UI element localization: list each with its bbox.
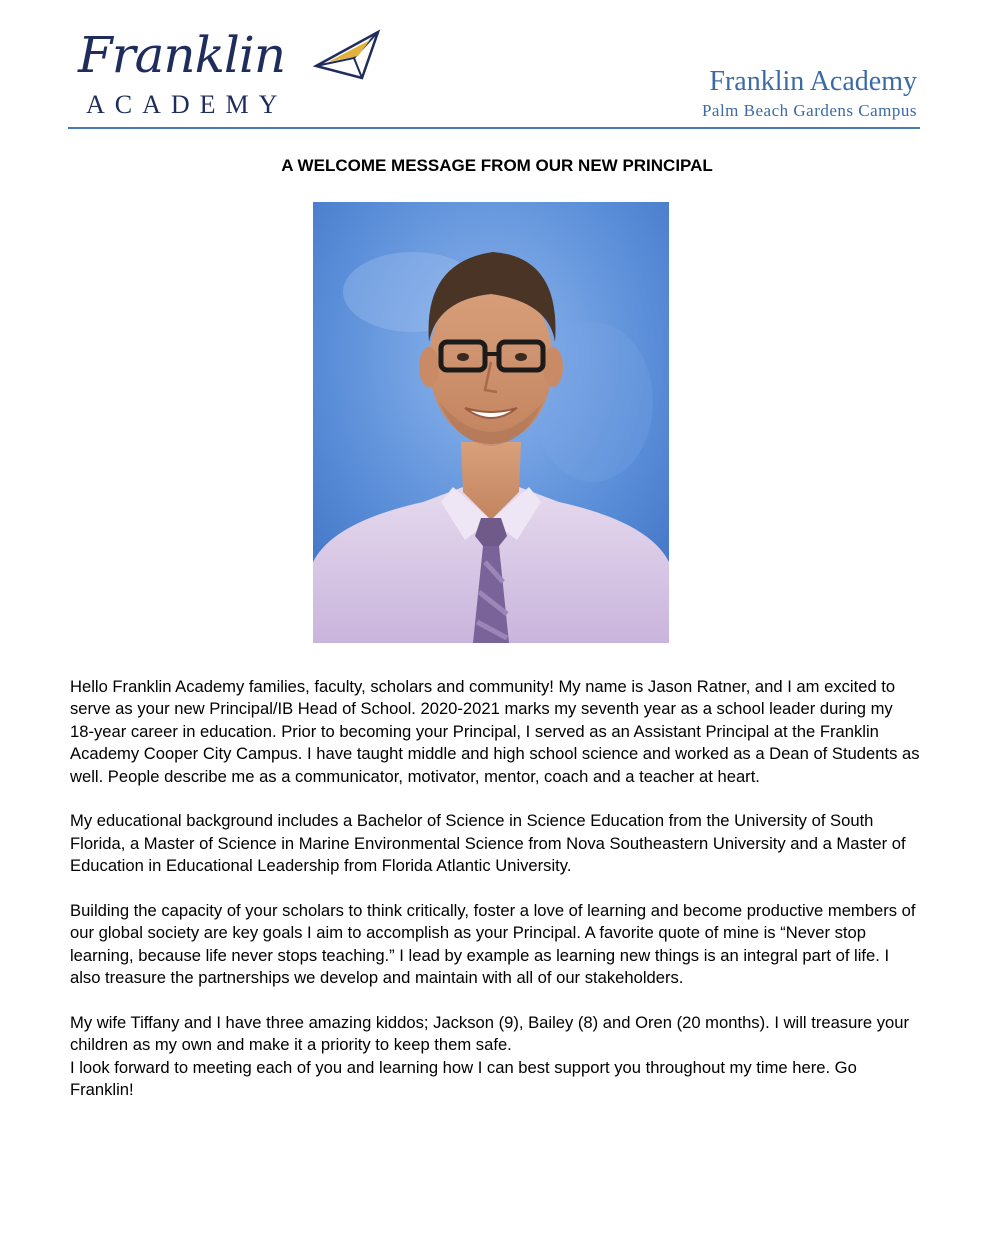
paragraph-intro: Hello Franklin Academy families, faculty, scholars and community! My name is Jason Ratner, and I am excited to serve as your new Principal/IB Head of School. 2020-2021 marks my seventh year as a school leader during my 18-year career in education. Prior to becoming your Principal, I served as an Assistant Principal at the Franklin Academy Cooper City Campus. I have taught middle and high school science and worked as a Dean of Students as well. People describe me as a communicator, motivator, mentor, coach and a teacher at heart. [70, 677, 920, 786]
campus-name: Palm Beach Gardens Campus [701, 101, 917, 120]
header-divider [68, 127, 920, 129]
school-name: Franklin Academy [709, 66, 917, 97]
paragraph-education: My educational background includes a Bachelor of Science in Science Education from the University of South Florida, a Master of Science in Marine Environmental Science from Nova Southeastern University and a Master of Education in Educational Leadership from Florida Atlantic University. [70, 811, 906, 876]
logo-academy-text: ACADEMY [86, 90, 288, 119]
paragraph-goals: Building the capacity of your scholars to think critically, foster a love of learning and become productive members of our global society are key goals I aim to accomplish as your Principal. A favorite quote of mine is “Never stop learning, because life never stops teaching.” I lead by example as learning new things is an integral part of life. I also treasure the partnerships we develop and maintain with all of our stakeholders. [70, 901, 916, 988]
paragraph-closing: I look forward to meeting each of you and learning how I can best support you throughout my time here. Go Franklin! [70, 1057, 857, 1100]
logo-script-text: Franklin [78, 26, 286, 84]
page-title: A WELCOME MESSAGE FROM OUR NEW PRINCIPAL [281, 156, 713, 175]
paragraph-family: My wife Tiffany and I have three amazing kiddos; Jackson (9), Bailey (8) and Oren (20 months). I will treasure your children as my own and make it a priority to keep them safe. [70, 1013, 909, 1055]
envelope-icon [308, 26, 386, 86]
principal-portrait-photo [313, 202, 669, 643]
letter-body [70, 676, 920, 1124]
franklin-academy-logo [78, 24, 388, 124]
